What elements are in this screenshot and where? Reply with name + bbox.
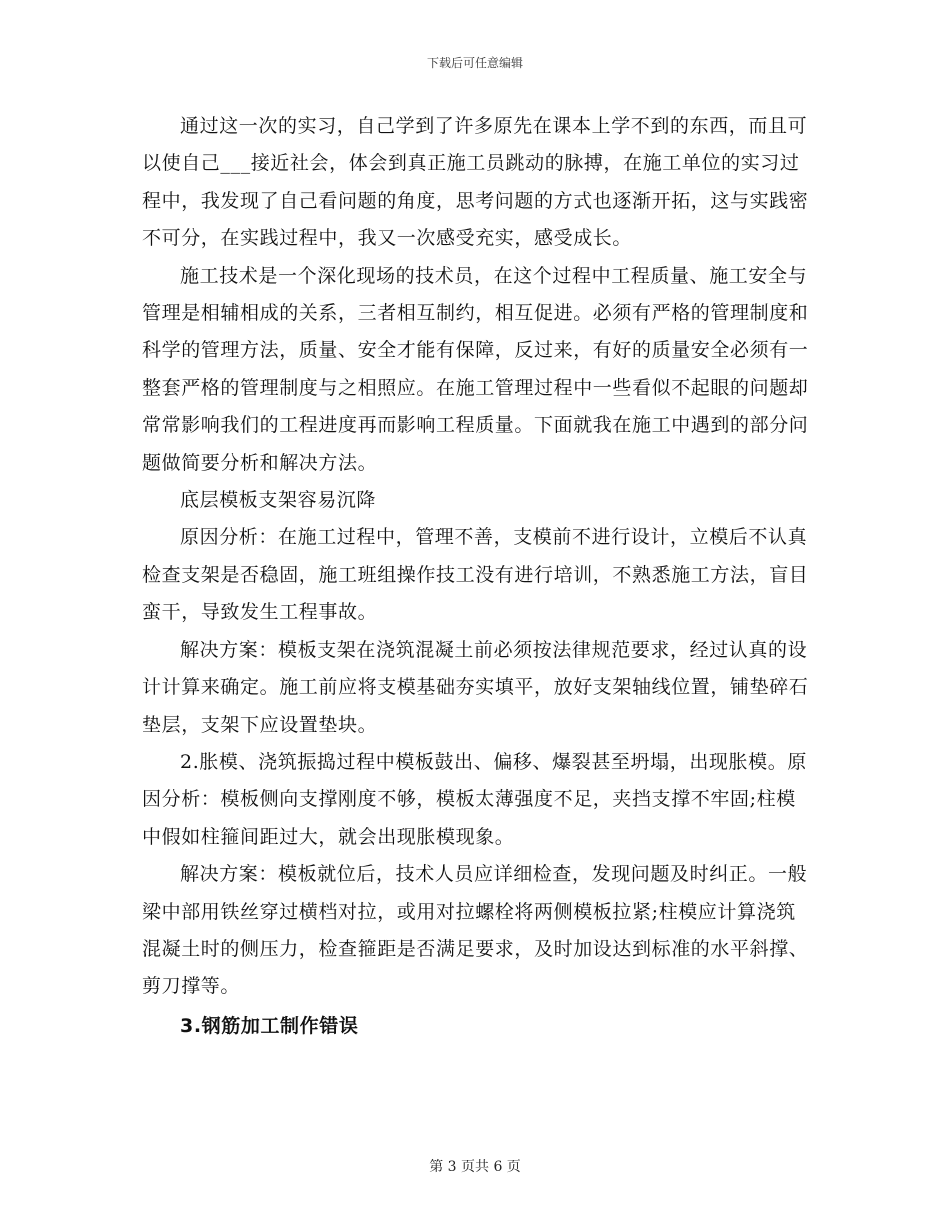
paragraph-mold-expansion: 2.胀模、浇筑振捣过程中模板鼓出、偏移、爆裂甚至坍塌，出现胀模。原因分析：模板侧向支撑刚度不够，模板太薄强度不足，夹挡支撑不牢固;柱模中假如柱箍间距过大，就会出现胀模现象。 [142,750,807,848]
paragraph-solution-2: 解决方案：模板就位后，技术人员应详细检查，发现问题及时纠正。一般梁中部用铁丝穿过横档对拉，或用对拉螺栓将两侧模板拉紧;柱模应计算浇筑混凝土时的侧压力，检查箍距是否满足要求，及时加设达到标准的水平斜撑、剪刀撑等。 [142,863,809,998]
paragraph-solution-1: 解决方案：模板支架在浇筑混凝土前必须按法律规范要求，经过认真的设计计算来确定。施工前应将支模基础夯实填平，放好支架轴线位置，铺垫碎石垫层，支架下应设置垫块。 [142,638,809,736]
paragraph-cause-analysis-1: 原因分析：在施工过程中，管理不善，支模前不进行设计，立模后不认真检查支架是否稳固，施工班组操作技工没有进行培训，不熟悉施工方法，盲目蛮干，导致发生工程事故。 [142,526,809,624]
paragraph-construction-technique: 施工技术是一个深化现场的技术员，在这个过程中工程质量、施工安全与管理是相辅相成的关系，三者相互制约，相互促进。必须有严格的管理制度和科学的管理方法，质量、安全才能有保障，反过来，有好的质量安全必须有一整套严格的管理制度与之相照应。在施工管理过程中一些看似不起眼的问题却常常影响我们的工程进度再而影响工程质量。下面就我在施工中遇到的部分问题做简要分析和解决方法。 [142,264,809,474]
section-heading: 3.钢筋加工制作错误 [180,1014,359,1037]
paragraph-formwork-settlement-title: 底层模板支架容易沉降 [180,489,377,512]
page-footer: 第 3 页共 6 页 [429,1159,521,1175]
document-body [142,108,812,1045]
paragraph-internship-reflection: 通过这一次的实习，自己学到了许多原先在课本上学不到的东西，而且可以使自己___接近社会，体会到真正施工员跳动的脉搏，在施工单位的实习过程中，我发现了自己看问题的角度，思考问题的方式也逐渐开拓，这与实践密不可分，在实践过程中，我又一次感受充实，感受成长。 [142,115,809,250]
page-header: 下载后可任意编辑 [426,56,523,70]
